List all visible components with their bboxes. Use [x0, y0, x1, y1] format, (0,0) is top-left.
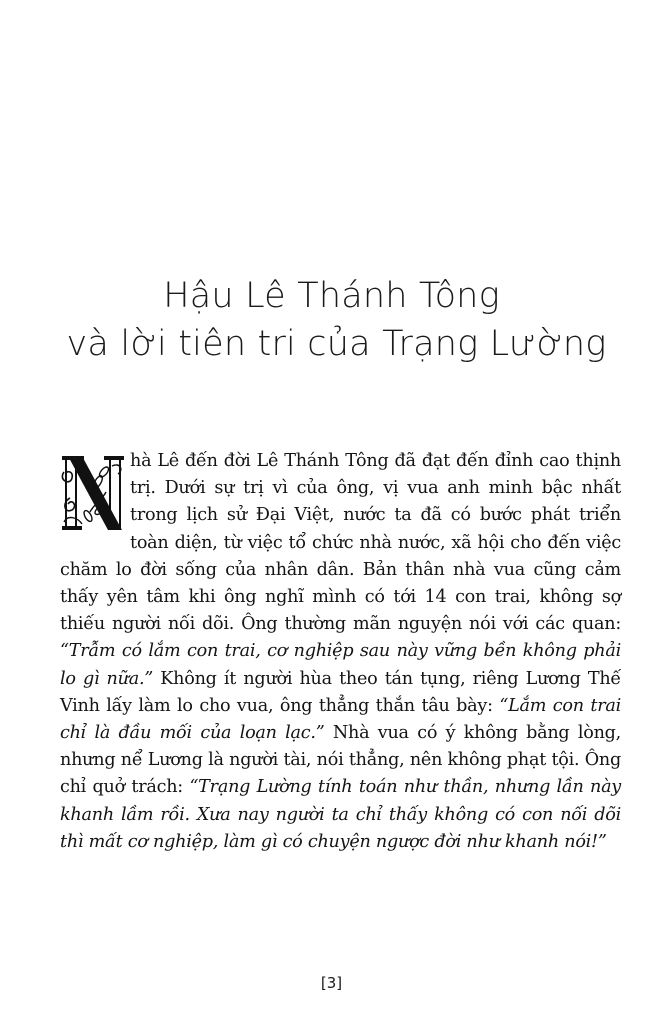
ornamental-drop-cap-icon: [60, 452, 126, 534]
quote-king-2: “Trạng Lường tính toán như thần, nhưng lần này khanh lầm rồi. Xưa nay người ta chỉ thấy không có con nối dõi thì mất cơ nghiệp, làm gì có chuyện ngược đời như khanh nói!”: [60, 777, 621, 852]
quote-king-1: “Trẫm có lắm con trai, cơ nghiệp sau này vững bền không phải lo gì nữa.”: [60, 641, 621, 689]
body-paragraph: [60, 448, 621, 856]
chapter-title-line-2: và lời tiên tri của Trạng Lường: [66, 324, 607, 364]
chapter-title: [0, 272, 653, 368]
body-text-segment: Nhà vua có ý không bằng lòng, nhưng nể Lương là người tài, nói thẳng, nên không phạt tội. Ông chỉ quở trách:: [60, 723, 622, 798]
body-text-segment: Không ít người hùa theo tán tụng, riêng Lương Thế Vinh lấy làm lo cho vua, ông thẳng thắn tâu bày:: [60, 668, 621, 716]
body-text-segment: hà Lê đến đời Lê Thánh Tông đã đạt đến đỉnh cao thịnh trị. Dưới sự trị vì của ông, vị vua anh minh bậc nhất trong lịch sử Đại Việt, nước ta đã có bước phát triển toàn diện, từ việc tổ chức nhà nước, xã hội cho đến việc chăm lo đời sống của nhân dân. Bản thân nhà vua cũng cảm thấy yên tâm khi ông nghĩ mình có tới 14 con trai, không sợ thiếu người nối dõi. Ông thường mãn nguyện nói với các quan:: [60, 451, 621, 635]
chapter-title-line-1: Hậu Lê Thánh Tông: [163, 276, 500, 316]
page-number: [3]: [320, 974, 343, 992]
quote-luong-the-vinh: “Lắm con trai chỉ là đầu mối của loạn lạc.”: [60, 695, 621, 744]
